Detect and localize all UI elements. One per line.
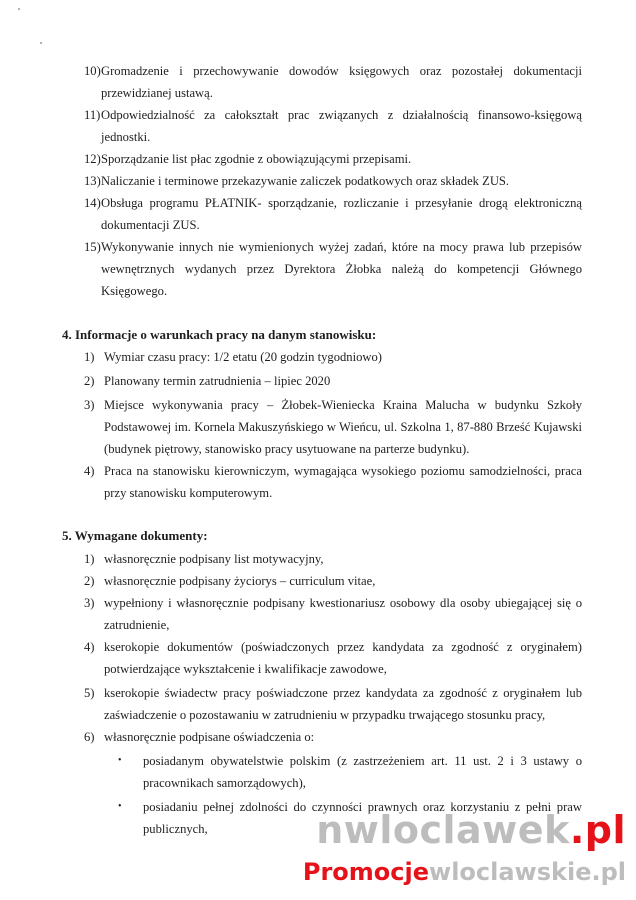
documents-item-5 — [84, 682, 582, 726]
list-item-15 — [84, 236, 582, 302]
bullet-icon: • — [118, 801, 122, 812]
list-number: 15) — [84, 240, 101, 254]
list-number: 6) — [84, 730, 95, 744]
watermark-text: wloclawskie.pl — [429, 858, 626, 886]
list-number: 2) — [84, 574, 95, 588]
conditions-item-1 — [84, 346, 582, 368]
list-text: Planowany termin zatrudnienia – lipiec 2020 — [104, 374, 331, 388]
list-text: kserokopie świadectw pracy poświadczone przez kandydata za zgodność z oryginałem lub zaświadczenie o pozostawaniu w zatrudnieniu w przypadku trwającego stosunku pracy, — [104, 686, 582, 722]
list-text: własnoręcznie podpisany życiorys – curriculum vitae, — [104, 574, 376, 588]
list-text: Miejsce wykonywania pracy – Żłobek-Wieniecka Kraina Malucha w budynku Szkoły Podstawowej im. Kornela Makuszyńskiego w Wieńcu, ul. Szkolna 1, 87-880 Brześć Kujawski (budynek piętrowy, stanowisko pracy usytuowane na parterze budynku). — [104, 398, 582, 456]
list-text: Wykonywanie innych nie wymienionych wyżej zadań, które na mocy prawa lub przepisów wewnętrznych wydanych przez Dyrektora Żłobka należą do kompetencji Głównego Księgowego. — [101, 240, 582, 298]
list-number: 13) — [84, 174, 101, 188]
list-text: Odpowiedzialność za całokształt prac związanych z działalnością finansowo-księgową jednostki. — [101, 108, 582, 144]
section-5-heading: 5. Wymagane dokumenty: — [62, 528, 208, 543]
list-text: kserokopie dokumentów (poświadczonych przez kandydata za zgodność z oryginałem) potwierdzające wykształcenie i kwalifikacje zawodowe, — [104, 640, 582, 676]
documents-item-4 — [84, 636, 582, 680]
watermark-text: .pl — [569, 808, 626, 852]
list-text: własnoręcznie podpisany list motywacyjny, — [104, 552, 324, 566]
list-text: Sporządzanie list płac zgodnie z obowiązującymi przepisami. — [101, 152, 412, 166]
scan-speck — [40, 42, 42, 44]
list-number: 1) — [84, 552, 95, 566]
list-number: 1) — [84, 350, 95, 364]
bullet-icon: • — [118, 755, 122, 766]
documents-item-3 — [84, 592, 582, 636]
list-number: 5) — [84, 686, 95, 700]
list-number: 3) — [84, 398, 95, 412]
section-4-heading: 4. Informacje o warunkach pracy na danym stanowisku: — [62, 327, 377, 342]
list-item-11 — [84, 104, 582, 148]
list-text: Praca na stanowisku kierowniczym, wymagająca wysokiego poziomu samodzielności, praca przy stanowisku komputerowym. — [104, 464, 582, 500]
list-text: Gromadzenie i przechowywanie dowodów księgowych oraz pozostałej dokumentacji przewidzianej ustawą. — [101, 64, 582, 100]
list-number: 14) — [84, 196, 101, 210]
watermark-text: Promocje — [302, 858, 430, 886]
conditions-item-2 — [84, 370, 582, 392]
list-text: Obsługa programu PŁATNIK- sporządzanie, rozliczanie i przesyłanie drogą elektroniczną dokumentacji ZUS. — [101, 196, 582, 232]
conditions-item-4 — [84, 460, 582, 504]
scan-speck — [18, 8, 20, 10]
declaration-bullet-1 — [118, 750, 582, 794]
list-item-13 — [84, 170, 582, 192]
list-number: 3) — [84, 596, 95, 610]
list-number: 2) — [84, 374, 95, 388]
conditions-item-3 — [84, 394, 582, 460]
list-text: własnoręcznie podpisane oświadczenia o: — [104, 730, 315, 744]
bullet-text: posiadanym obywatelstwie polskim (z zastrzeżeniem art. 11 ust. 2 i 3 ustawy o pracownikach samorządowych), — [143, 754, 582, 790]
watermark-line-1 — [316, 808, 626, 852]
list-number: 10) — [84, 64, 101, 78]
list-number: 12) — [84, 152, 101, 166]
list-text: Naliczanie i terminowe przekazywanie zaliczek podatkowych oraz składek ZUS. — [101, 174, 510, 188]
documents-item-1 — [84, 548, 582, 570]
list-item-12 — [84, 148, 582, 170]
watermark-text: nwloclawek — [316, 808, 570, 852]
list-number: 11) — [84, 108, 101, 122]
list-item-14 — [84, 192, 582, 236]
documents-item-6 — [84, 726, 582, 748]
list-text: wypełniony i własnoręcznie podpisany kwestionariusz osobowy dla osoby ubiegającej się o zatrudnienie, — [104, 596, 582, 632]
list-text: Wymiar czasu pracy: 1/2 etatu (20 godzin tygodniowo) — [104, 350, 382, 364]
list-item-10 — [84, 60, 582, 104]
bullet-text: posiadaniu pełnej zdolności do czynności prawnych oraz korzystaniu z pełni praw publicznych, — [143, 800, 582, 836]
list-number: 4) — [84, 640, 95, 654]
list-number: 4) — [84, 464, 95, 478]
documents-item-2 — [84, 570, 582, 592]
watermark-line-2 — [303, 858, 626, 886]
